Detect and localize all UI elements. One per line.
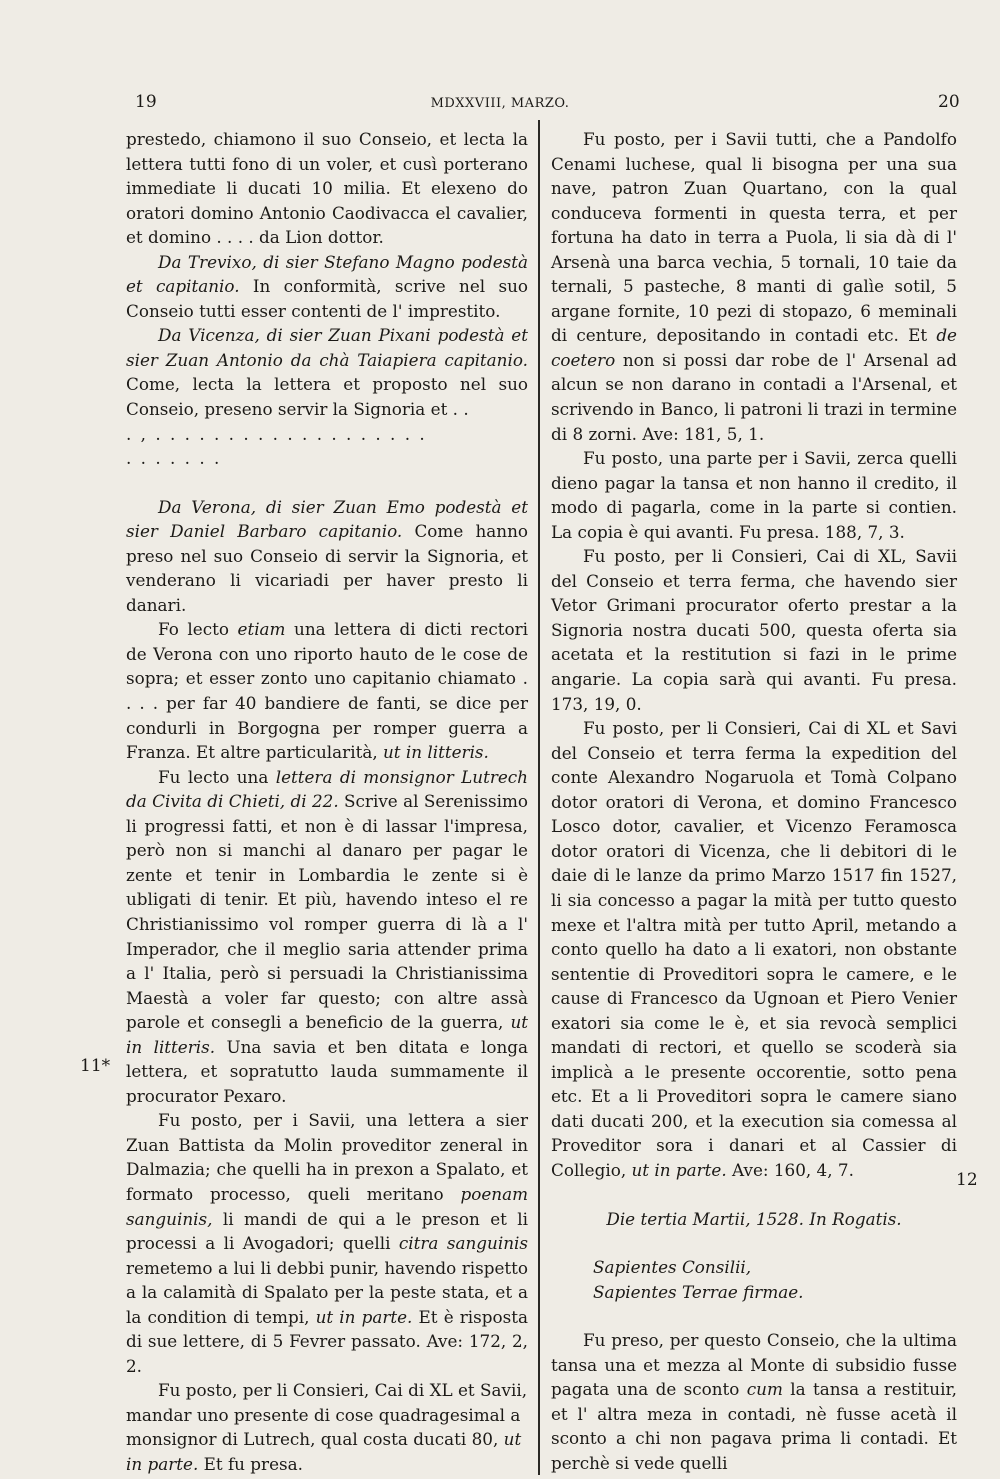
left-column bbox=[126, 127, 528, 1477]
italic-text: ut in litteris. bbox=[126, 1012, 528, 1057]
paragraph-text: Fu posto, per i Savii, una lettera a sier Zuan Battista da Molin proveditor zeneral in Dalmazia; che quelli ha in prexon a Spalato, et formato processo, queli meritano bbox=[126, 1110, 528, 1204]
session-date-heading: Die tertia Martii, 1528. In Rogatis. bbox=[606, 1208, 902, 1229]
page-number-right: 20 bbox=[938, 92, 960, 112]
italic-text: ut in litteris. bbox=[383, 742, 489, 763]
margin-note-right: 12 bbox=[956, 1170, 978, 1190]
paragraph-text: Fu lecto una bbox=[158, 766, 276, 787]
paragraph-text: Fo lecto bbox=[158, 619, 238, 640]
page-number-left: 19 bbox=[135, 92, 157, 112]
paragraph: Fu posto, una parte per i Savii, zerca quelli dieno pagar la tansa et non hanno il credito, il modo di pagarla, come in la parte si contien. La copia è qui avanti. Fu presa. 188, 7, 3. bbox=[551, 448, 957, 542]
paragraph-text: Una savia et ben ditata e longa lettera, et sopratutto lauda summamente il procurator Pexaro. bbox=[126, 1036, 528, 1106]
paragraph-text: li mandi de qui a le preson et li processi a li Avogadori; quelli bbox=[126, 1208, 528, 1254]
paragraph-text: Fu posto, per li Consieri, Cai di XL et Savii, mandar uno presente di cose quadragesimal a monsignor di Lutrech, qual costa ducati 80, bbox=[126, 1380, 528, 1450]
sapientes-line: Sapientes Consilii, bbox=[593, 1257, 752, 1278]
right-column bbox=[551, 127, 957, 1475]
paragraph-text: Come hanno preso nel suo Conseio di servir la Signoria, et venderano li vicariadi per haver presto li danari. bbox=[126, 521, 528, 615]
italic-heading: Da Trevixo, di sier Stefano Magno podestà et capitanio. bbox=[126, 251, 528, 297]
paragraph-text: Scrive al Serenissimo li progressi fatti, et non è di lassar l'impresa, però non si manchi al danaro per pagar le zente et tenir in Lombardia le zente si è ubligati di tenir. Et più, havendo inteso el re Christianissimo vol romper guerra di là a l' Imperador, che il meglio saria attender prima a l' Italia, però si persuadi la Christianissima Maestà a voler far questo; con altre assà parole et consegli a beneficio de la guerra, bbox=[126, 791, 528, 1033]
ellipsis-line: . , . . . . . . . . . . . . . . . . . . . bbox=[126, 423, 427, 444]
italic-heading: Da Vicenza, di sier Zuan Pixani podestà et sier Zuan Antonio da chà Taiapiera capitanio. bbox=[126, 325, 528, 370]
running-title: MDXXVIII, MARZO. bbox=[430, 96, 570, 111]
paragraph bbox=[126, 250, 528, 324]
paragraph bbox=[551, 127, 957, 446]
paragraph-text: Come, lecta la lettera et proposto nel suo Conseio, preseno servir la Signoria et . . bbox=[126, 374, 528, 420]
spacer bbox=[126, 471, 528, 495]
italic-text: ut in parte. bbox=[631, 1159, 727, 1180]
paragraph-text: Fu posto, per li Consieri, Cai di XL et Savi del Conseio et terra ferma la expedition del conte Alexandro Nogaruola et Tomà Colpano dotor oratori di Verona, et domino Francesco Losco dotor, cavalier, et Vicenzo Feramosca dotor oratori di Vicenza, che li debitori di le daie di le lanze da primo Marzo 1517 fin 1527, li sia concesso a pagar la mità per tutto questo mexe et l'altra mità per tutto April, metando a conto quello ha dato a li exatori, non obstante sententie di Proveditori sopra le camere, e le cause di Francesco da Ugnoan et Piero Venier exatori sia come le è, et sia revocà semplici mandati di rectori, et quello se scoderà sia implicà a le presente occorentie, sotto pena etc. Et a li Proveditori sopra le camere siano dati ducati 200, et la execution sia comessa al Proveditor sora i danari et al Cassier di Collegio, bbox=[551, 718, 957, 1180]
paragraph-text: Et fu presa. bbox=[198, 1453, 303, 1474]
paragraph bbox=[551, 1328, 957, 1475]
paragraph-text: Ave: 160, 4, 7. bbox=[726, 1159, 854, 1180]
spacer bbox=[551, 1183, 957, 1207]
paragraph bbox=[126, 1378, 528, 1476]
paragraph bbox=[126, 1108, 528, 1378]
paragraph-text: In conformità, scrive nel suo Conseio tutti esser contenti de l' imprestito. bbox=[126, 276, 528, 321]
spacer bbox=[551, 1304, 957, 1328]
italic-text: etiam bbox=[237, 619, 286, 640]
paragraph-text: Fu preso, per questo Conseio, che la ultima tansa una et mezza al Monte di subsidio fusse pagata una de sconto bbox=[551, 1330, 957, 1400]
spacer bbox=[551, 1231, 957, 1255]
italic-text: ut in parte. bbox=[126, 1429, 522, 1474]
sapientes-line: Sapientes Terrae firmae. bbox=[593, 1281, 804, 1302]
paragraph-text: Et è risposta di sue lettere, di 5 Fevrer passato. Ave: 172, 2, 2. bbox=[126, 1306, 528, 1376]
paragraph bbox=[126, 495, 528, 618]
column-divider bbox=[538, 120, 540, 1475]
italic-text: lettera di monsignor Lutrech da Civita di Chieti, di 22. bbox=[126, 766, 528, 812]
italic-text: de coetero bbox=[551, 325, 957, 370]
paragraph bbox=[126, 765, 528, 1109]
paragraph bbox=[126, 323, 528, 421]
italic-text: citra sanguinis bbox=[398, 1233, 528, 1254]
italic-text: ut in parte. bbox=[315, 1306, 413, 1327]
ellipsis-line: . . . . . . . bbox=[126, 448, 222, 469]
paragraph: prestedo, chiamono il suo Conseio, et lecta la lettera tutti fono di un voler, et cusì porterano immediate li ducati 10 milia. Et elexeno do oratori domino Antonio Caodivacca el cavalier, et domino . . . . da Lion dottor. bbox=[126, 129, 528, 248]
paragraph: Fu posto, per li Consieri, Cai di XL, Savii del Conseio et terra ferma, che havendo sier Vetor Grimani procurator oferto prestar a la Signoria nostra ducati 500, questa oferta sia acetata et la restitution si fazi in le prime angarie. La copia sarà qui avanti. Fu presa. 173, 19, 0. bbox=[551, 546, 957, 714]
paragraph-text: remetemo a lui li debbi punir, havendo rispetto a la calamità di Spalato per la peste stata, et a la condition di tempi, bbox=[126, 1257, 528, 1327]
paragraph-text: la tansa a restituir, et l' altra meza in contadi, nè fusse acetà il sconto a chi non pagava prima li contadi. Et perchè si vede quelli bbox=[551, 1379, 957, 1473]
paragraph-text: una lettera di dicti rectori de Verona con uno riporto hauto de le cose de sopra; et esser zonto uno capitanio chiamato . . . . per far 40 bandiere de fanti, se dice per condurli in Borgogna per romper guerra a Franza. Et altre particularità, bbox=[126, 619, 528, 763]
paragraph bbox=[551, 716, 957, 1182]
paragraph-text: non si possi dar robe de l' Arsenal ad alcun se non darano in contadi a l'Arsenal, et scrivendo in Banco, li patroni li trazi in termine di 8 zorni. Ave: 181, 5, 1. bbox=[551, 349, 957, 444]
italic-heading: Da Verona, di sier Zuan Emo podestà et sier Daniel Barbaro capitanio. bbox=[126, 496, 528, 542]
paragraph-text: Fu posto, per i Savii tutti, che a Pandolfo Cenami luchese, qual li bisogna per una sua nave, patron Zuan Quartano, con la qual conduceva formenti in questa terra, et per fortuna ha dato in terra a Puola, li sia dà di l' Arsenà una barca vechia, 5 tornali, 10 taie da ternali, 5 pasteche, 8 manti di galìe sotil, 5 argane fornite, 10 pezi di stopazo, 6 meminali di centure, depositando in contadi etc. Et bbox=[551, 129, 957, 346]
paragraph bbox=[126, 617, 528, 764]
italic-text: poenam sanguinis, bbox=[126, 1183, 528, 1229]
margin-note-left: 11* bbox=[80, 1056, 111, 1076]
italic-text: cum bbox=[746, 1379, 783, 1400]
